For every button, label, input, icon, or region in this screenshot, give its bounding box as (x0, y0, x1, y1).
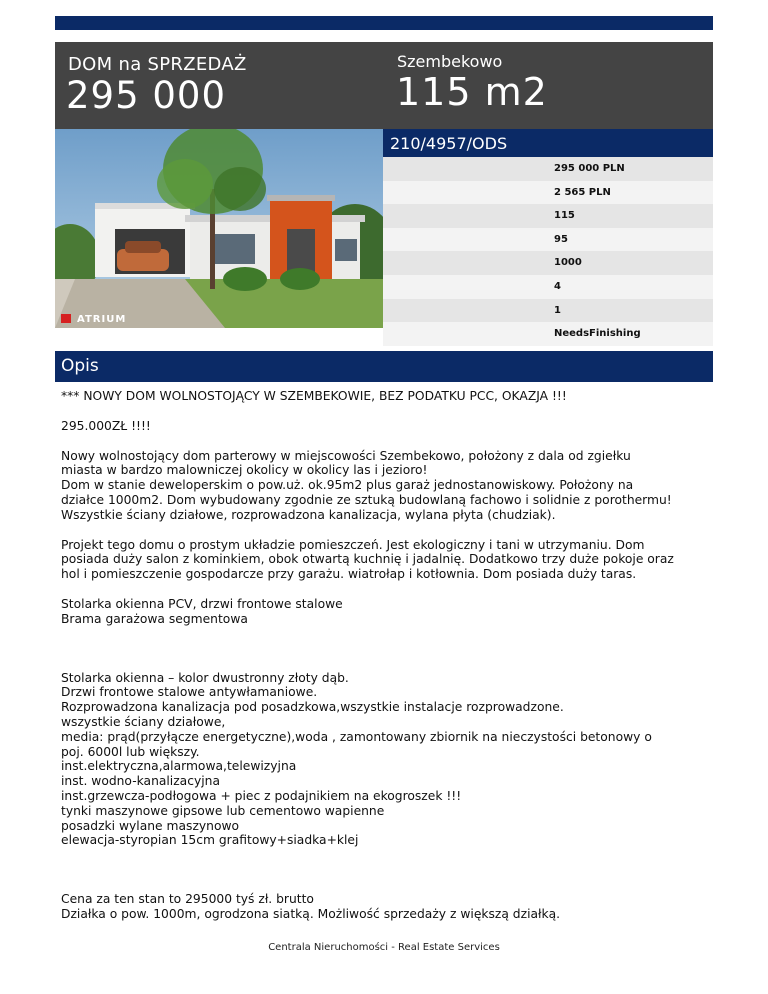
price-large: 295 000 (66, 74, 227, 117)
detail-row: 2 565 PLN (383, 181, 713, 205)
top-accent-bar (55, 16, 713, 30)
detail-row: 115 (383, 204, 713, 228)
area-large: 115 m2 (396, 70, 548, 114)
offer-label: DOM na SPRZEDAŻ (68, 54, 247, 75)
description-header (55, 351, 713, 382)
description-title: Opis (61, 356, 99, 376)
page-footer: Centrala Nieruchomości - Real Estate Services (268, 942, 500, 953)
detail-row: 1 (383, 299, 713, 323)
description-paragraph: Stolarka okienna – kolor dwustronny złoty dąb. Drzwi frontowe stalowe antywłamaniowe. Rozprowadzona kanalizacja pod posadzkowa,wszystkie instalacje rozprowadzone. wszystkie ściany działowe, media: prąd(przyłącze energetyczne),woda , zamontowany zbiornik na nieczystości betonowy o poj. 6000l lub większy. inst.elektryczna,alarmowa,telewizyjna inst. wodno-kanalizacyjna inst.grzewcza-podłogowa + piec z podajnikiem na ekogroszek !!! tynki maszynowe gipsowe lub cementowo wapienne posadzki wylane maszynowo elewacja-styropian 15cm grafitowy+siadka+klej (61, 670, 652, 848)
details-table (383, 157, 713, 346)
detail-row: 95 (383, 228, 713, 252)
description-paragraph: *** NOWY DOM WOLNOSTOJĄCY W SZEMBEKOWIE, BEZ PODATKU PCC, OKAZJA !!! (61, 389, 567, 403)
description-paragraph: Projekt tego domu o prostym układzie pomieszczeń. Jest ekologiczny i tani w utrzymaniu. Dom posiada duży salon z kominkiem, obok otwartą kuchnię i jadalnię. Dodatkowo trzy duże pokoje oraz hol i pomieszczenie gospodarcze przy garażu. wiatrołap i kotłownia. Dom posiada duży taras. (61, 537, 674, 582)
atrium-logo: ATRIUM (77, 314, 127, 325)
description-body (61, 389, 711, 937)
description-paragraph: 295.000ZŁ !!!! (61, 418, 151, 433)
location-label: Szembekowo (397, 52, 503, 71)
detail-row: 295 000 PLN (383, 157, 713, 181)
detail-row: NeedsFinishing (383, 322, 713, 346)
detail-row: 4 (383, 275, 713, 299)
detail-row: 1000 (383, 251, 713, 275)
reference-bar (383, 129, 713, 157)
listing-header (55, 42, 713, 129)
description-paragraph: Nowy wolnostojący dom parterowy w miejscowości Szembekowo, położony z dala od zgiełku miasta w bardzo malowniczej okolicy w okolicy las i jezioro! Dom w stanie deweloperskim o pow.uż. ok.95m2 plus garaż jednostanowiskowy. Położony na działce 1000m2. Dom wybudowany zgodnie ze sztuką budowlaną fachowo i solidnie z porothermu! Wszystkie ściany działowe, rozprowadzona kanalizacja, wylana płyta (chudziak). (61, 448, 672, 522)
description-paragraph: Cena za ten stan to 295000 tyś zł. brutto Działka o pow. 1000m, ogrodzona siatką. Możliwość sprzedaży z większą działką. (61, 892, 561, 921)
property-photo (55, 129, 383, 328)
reference-number: 210/4957/ODS (390, 134, 508, 153)
description-paragraph: Stolarka okienna PCV, drzwi frontowe stalowe Brama garażowa segmentowa (61, 596, 343, 626)
